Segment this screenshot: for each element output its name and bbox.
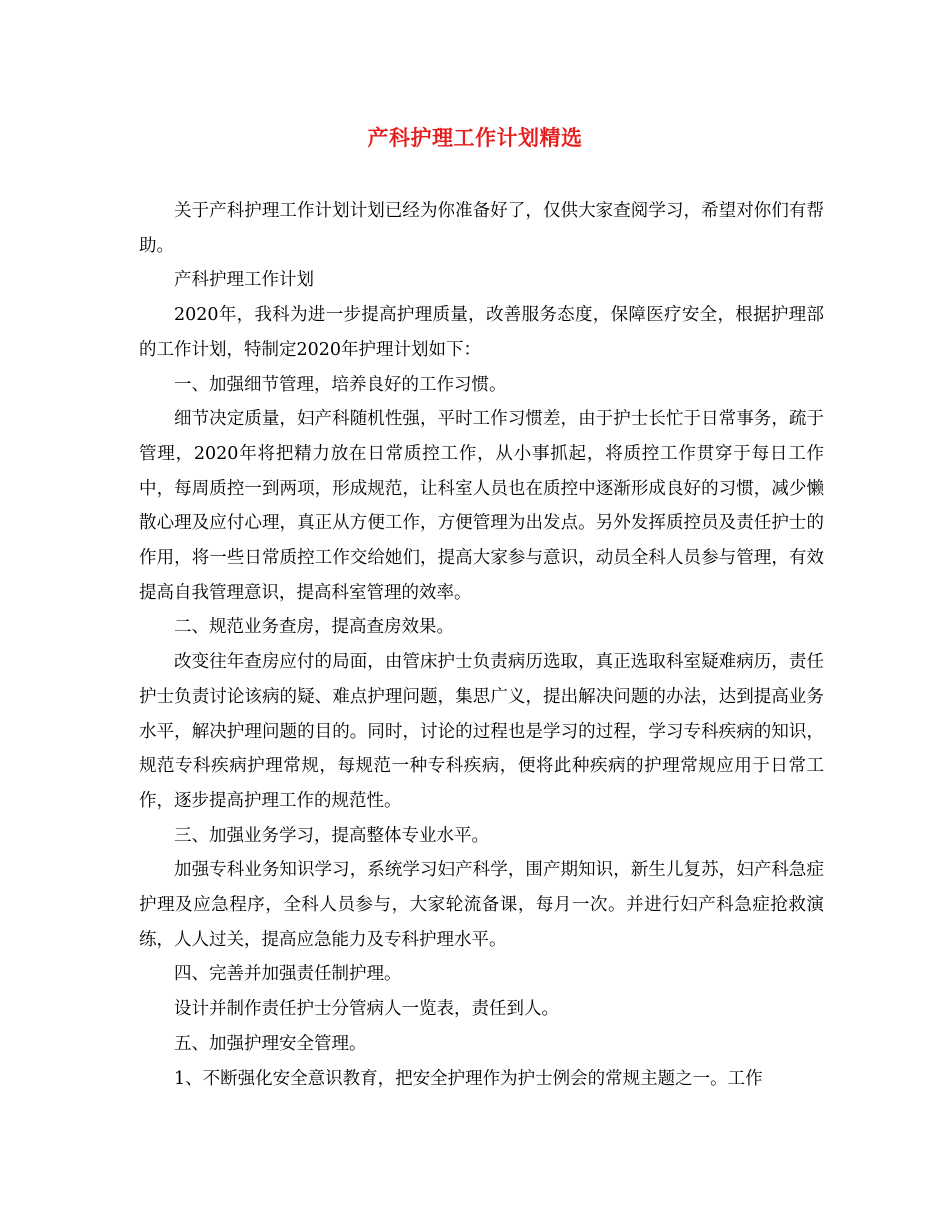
section-heading-5: 五、加强护理安全管理。 [174,1033,367,1054]
section-heading-4: 四、完善并加强责任制护理。 [174,964,402,985]
section-paragraph-3: 加强专科业务知识学习，系统学习妇产科学，围产期知识，新生儿复苏，妇产科急症护理及应急程序，全科人员参与，大家轮流备课，每月一次。并进行妇产科急症抢救演练，人人过关，提高应急能力及专科护理水平。 [139,860,824,950]
section-paragraph-1: 细节决定质量，妇产科随机性强，平时工作习惯差，由于护士长忙于日常事务，疏于管理，2020年将把精力放在日常质控工作，从小事抓起，将质控工作贯穿于每日工作中，每周质控一到两项，形成规范，让科室人员也在质控中逐渐形成良好的习惯，减少懒散心理及应付心理，真正从方便工作，方便管理为出发点。另外发挥质控员及责任护士的作用，将一些日常质控工作交给她们，提高大家参与意识，动员全科人员参与管理，有效提高自我管理意识，提高科室管理的效率。 [139,409,824,603]
section-heading-2: 二、规范业务查房，提高查房效果。 [174,617,454,638]
document-title: 产科护理工作计划精选 [367,125,583,150]
plan-overview-paragraph: 2020年，我科为进一步提高护理质量，改善服务态度，保障医疗安全，根据护理部的工作计划，特制定2020年护理计划如下： [139,305,824,360]
section-heading-3: 三、加强业务学习，提高整体专业水平。 [174,825,489,846]
intro-paragraph: 关于产科护理工作计划计划已经为你准备好了，仅供大家查阅学习，希望对你们有帮助。 [139,201,824,256]
plan-heading: 产科护理工作计划 [174,270,314,291]
section-paragraph-2: 改变往年查房应付的局面，由管床护士负责病历选取，真正选取科室疑难病历，责任护士负责讨论该病的疑、难点护理问题，集思广义，提出解决问题的办法，达到提高业务水平，解决护理问题的目的。同时，讨论的过程也是学习的过程，学习专科疾病的知识，规范专科疾病护理常规，每规范一种专科疾病，便将此种疾病的护理常规应用于日常工作，逐步提高护理工作的规范性。 [139,652,824,811]
section-paragraph-4: 设计并制作责任护士分管病人一览表，责任到人。 [174,999,559,1020]
section-heading-1: 一、加强细节管理，培养良好的工作习惯。 [174,374,507,395]
document-body [139,194,824,1096]
section-paragraph-5: 1、不断强化安全意识教育，把安全护理作为护士例会的常规主题之一。工作 [174,1068,763,1089]
